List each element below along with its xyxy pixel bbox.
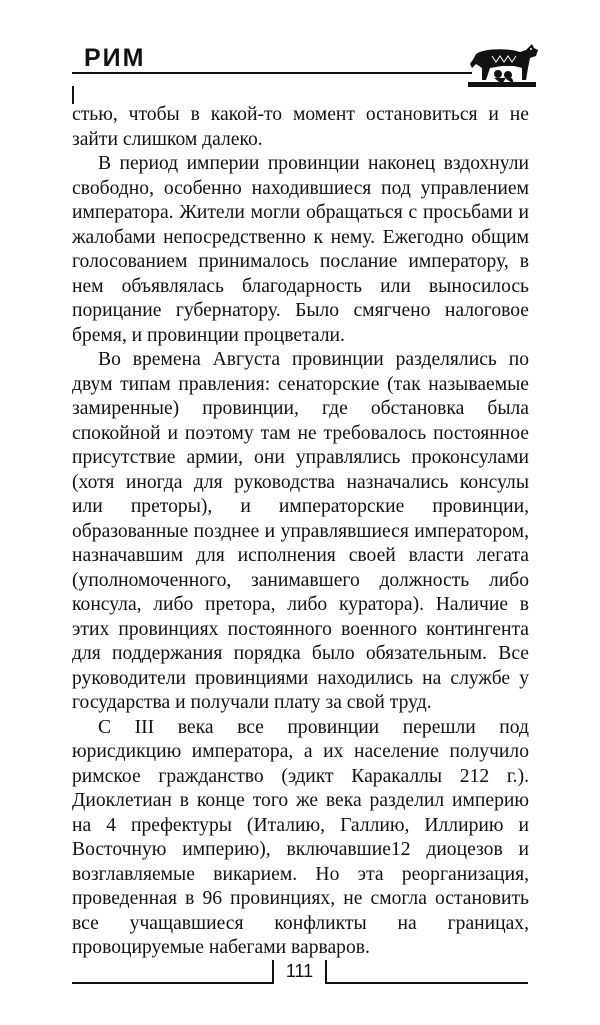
header-bracket <box>72 86 74 104</box>
page-footer <box>72 960 528 1000</box>
paragraph: Во времена Августа провинции разделялись по двум типам правления: сенаторские (так называемые замиренные) провинции, где обстановка была спокойной и поэтому там не требовалось постоянное присутствие армии, они управлялись проконсулами (хотя иногда для руководства назначались консулы или преторы), и императорские провинции, образованные позднее и управлявшиеся императором, назначавшим для исполнения своей власти легата (уполномоченного, занимавшего должность либо консула, либо претора, либо куратора). Наличие в этих провинциях постоянного военного контингента для поддержания порядка было обязательным. Все руководители провинциями находились на службе у государства и получали плату за свой труд. <box>72 349 529 713</box>
page-body <box>72 103 529 961</box>
footer-rule <box>72 982 272 984</box>
paragraph: С III века все провинции перешли под юрисдикцию императора, а их население получило римское гражданство (эдикт Каракаллы 212 г.). Диоклетиан в конце того же века разделил империю на 4 префектуры (Италию, Галлию, Иллирию и Восточную империю), включавшие12 диоцезов и возглавляемые викарием. Но эта реорганизация, проведенная в 96 провинциях, не смогла остановить все учащавшиеся конфликты на границах, провоцируемые набегами варваров. <box>72 716 529 958</box>
paragraph: В период империи провинции наконец вздохнули свободно, особенно находившиеся под управлением императора. Жители могли обращаться с просьбами и жалобами непосредственно к нему. Ежегодно общим голосованием принималось послание императору, в нем объявлялась благодарность или выносилось порицание губернатору. Было смягчено налоговое бремя, и провинции процветали. <box>72 153 529 346</box>
footer-rule <box>327 982 528 984</box>
page-number: 111 <box>285 961 314 981</box>
capitoline-wolf-icon <box>462 38 542 90</box>
running-title: РИМ <box>84 44 146 72</box>
header-rule <box>72 72 472 74</box>
footer-bracket <box>325 960 327 984</box>
running-header <box>72 30 524 90</box>
paragraph-continuation: стью, чтобы в какой-то момент остановиться и не зайти слишком далеко. <box>72 104 529 150</box>
